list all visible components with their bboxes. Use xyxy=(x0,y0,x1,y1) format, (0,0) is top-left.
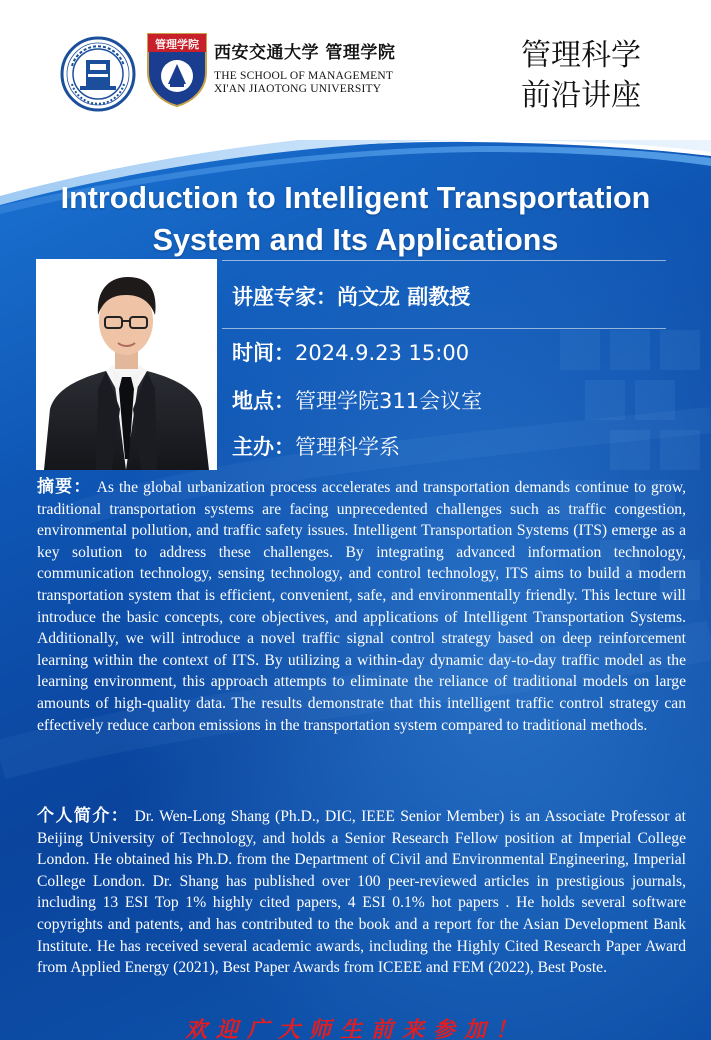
host-value: 管理科学系 xyxy=(295,435,400,459)
info-divider xyxy=(222,328,666,329)
abstract-text: As the global urbanization process accelerates and transportation demands continue to grow, traditional transportation systems are facing unprecedented challenges such as traffic congestion, environmental pollution, and traffic safety issues. Intelligent Transportation Systems (ITS) emerge as a key solution to address these challenges. By integrating advanced information technology, communication technology, sensing technology, and control technology, ITS aims to build a modern transportation system that is efficient, convenient, safe, and environmentally friendly. This lecture will introduce the basic concepts, core objectives, and applications of Intelligent Transportation Systems. Additionally, we will introduce a novel traffic signal control strategy based on deep reinforcement learning within the context of ITS. By utilizing a within-day dynamic day-to-day traffic model as the learning environment, this approach attempts to eliminate the reliance of traditional models on large amounts of high-quality data. The results demonstrate that this intelligent traffic control strategy can effectively reduce carbon emissions in the transportation system compared to traditional methods. xyxy=(37,479,686,734)
lecture-title-line2: System and Its Applications xyxy=(152,223,559,257)
place-value: 管理学院311会议室 xyxy=(295,389,483,413)
time-label: 时间： xyxy=(232,341,295,365)
bio-paragraph xyxy=(37,806,686,979)
lecture-series-title xyxy=(506,36,656,116)
welcome-message: 欢迎广大师生前来参加！ xyxy=(184,1017,526,1040)
host-label: 主办： xyxy=(232,435,295,459)
lecture-title-line1: Introduction to Intelligent Transportation xyxy=(60,181,651,215)
school-name-english-line2: XI'AN JIAOTONG UNIVERSITY xyxy=(214,83,382,95)
school-name-english-line1: THE SCHOOL OF MANAGEMENT xyxy=(214,70,394,82)
place-row xyxy=(232,385,482,415)
xjtu-seal-logo xyxy=(60,36,136,112)
school-name-block xyxy=(214,38,404,96)
abstract-heading: 摘要： xyxy=(37,477,92,497)
school-name-chinese: 西安交通大学 管理学院 xyxy=(214,43,396,63)
series-title-line1: 管理科学 xyxy=(521,38,641,73)
bio-heading: 个人简介： xyxy=(37,806,130,826)
abstract-paragraph xyxy=(37,477,686,736)
series-title-line2: 前沿讲座 xyxy=(521,78,641,113)
speaker-label: 讲座专家： xyxy=(232,285,337,309)
bio-text: Dr. Wen-Long Shang (Ph.D., DIC, IEEE Senior Member) is an Associate Professor at Beijing University of Technology, and holds a Senior Research Fellow position at Imperial College London. He obtained his Ph.D. from the Department of Civil and Environmental Engineering, Imperial College London. Dr. Shang has published over 100 peer-reviewed articles in prestigious journals, including 13 ESI Top 1% highly cited papers, 4 ESI 0.1% hot papers . He holds several software copyrights and patents, and has contributed to the book and a report for the Asian Development Bank Institute. He has received several academic awards, including the Highly Cited Research Paper Award from Applied Energy (2021), Best Paper Awards from ICEEE and FEM (2022), Best Poste. xyxy=(37,808,687,977)
som-logo-text: 管理学院 xyxy=(155,38,199,51)
host-row xyxy=(232,431,400,461)
time-value: 2024.9.23 15:00 xyxy=(295,341,470,365)
info-divider xyxy=(222,260,666,261)
speaker-value: 尚文龙 副教授 xyxy=(337,285,471,309)
poster-header xyxy=(0,0,711,140)
speaker-photo xyxy=(36,259,217,470)
place-label: 地点： xyxy=(232,389,295,413)
school-of-management-logo xyxy=(146,32,208,108)
time-row xyxy=(232,337,469,367)
lecture-title xyxy=(22,177,689,261)
speaker-row xyxy=(232,281,470,311)
